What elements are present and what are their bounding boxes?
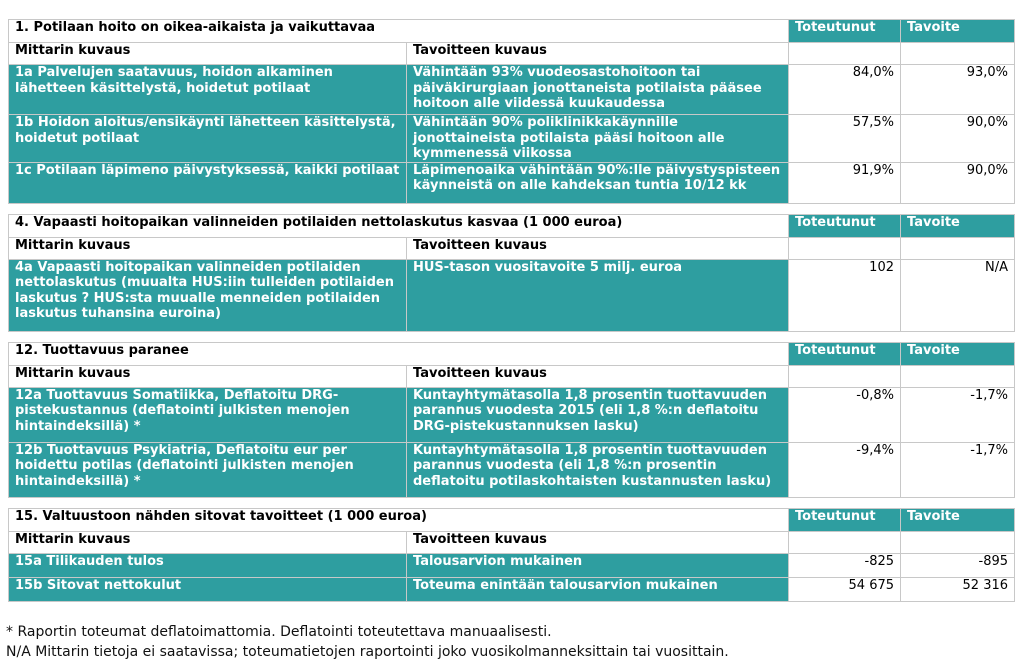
mittari-cell: 4a Vapaasti hoitopaikan valinneiden potilaiden nettolaskutus (muualta HUS:iin tulleiden potilaiden laskutus ? HUS:sta muualle menneiden potilaiden laskutus tuhansina euroina) [9,259,407,331]
section-12-table [8,342,1015,498]
toteutunut-value: 102 [789,259,901,331]
section-header-row [9,20,1015,43]
section-15-table [8,508,1015,602]
table-row [9,577,1015,601]
mittari-cell: 15a Tilikauden tulos [9,553,407,577]
footnotes [6,622,729,662]
toteutunut-value: 84,0% [789,65,901,115]
toteutunut-value: 54 675 [789,577,901,601]
blank-cell [789,43,901,65]
toteutunut-value: 91,9% [789,162,901,203]
section-title: 15. Valtuustoon nähden sitovat tavoitteet (1 000 euroa) [9,508,789,531]
section-title: 12. Tuottavuus paranee [9,342,789,365]
toteutunut-header: Toteutunut [789,342,901,365]
footnote-na: N/A Mittarin tietoja ei saatavissa; toteumatietojen raportointi joko vuosikolmanneksittain tai vuosittain. [6,644,729,660]
toteutunut-header: Toteutunut [789,20,901,43]
mittarin-kuvaus-header: Mittarin kuvaus [9,237,407,259]
tavoite-value: 52 316 [901,577,1015,601]
toteutunut-header: Toteutunut [789,214,901,237]
table-row [9,259,1015,331]
toteutunut-value: -825 [789,553,901,577]
blank-cell [789,365,901,387]
section-header-row [9,342,1015,365]
tavoite-description-cell: HUS-tason vuositavoite 5 milj. euroa [407,259,789,331]
blank-cell [901,43,1015,65]
tavoite-description-cell: Vähintään 93% vuodeosastohoitoon tai päiväkirurgiaan jonottaneista potilaista pääsee hoitoon alle viidessä kuukaudessa [407,65,789,115]
blank-cell [901,365,1015,387]
report-tables [8,19,1014,602]
tavoite-value: N/A [901,259,1015,331]
mittari-cell: 1c Potilaan läpimeno päivystyksessä, kaikki potilaat [9,162,407,203]
column-header-row [9,237,1015,259]
tavoite-value: -1,7% [901,442,1015,497]
tavoitteen-kuvaus-header: Tavoitteen kuvaus [407,365,789,387]
tavoite-value: -895 [901,553,1015,577]
tavoite-value: 93,0% [901,65,1015,115]
mittarin-kuvaus-header: Mittarin kuvaus [9,531,407,553]
table-row [9,65,1015,115]
table-row [9,553,1015,577]
blank-cell [789,531,901,553]
blank-cell [901,237,1015,259]
tavoite-description-cell: Talousarvion mukainen [407,553,789,577]
tavoite-header: Tavoite [901,342,1015,365]
column-header-row [9,365,1015,387]
section-title: 1. Potilaan hoito on oikea-aikaista ja vaikuttavaa [9,20,789,43]
mittari-cell: 1b Hoidon aloitus/ensikäynti lähetteen käsittelystä, hoidetut potilaat [9,115,407,163]
section-4-table [8,214,1015,332]
section-header-row [9,214,1015,237]
tavoite-description-cell: Toteuma enintään talousarvion mukainen [407,577,789,601]
mittarin-kuvaus-header: Mittarin kuvaus [9,43,407,65]
table-row [9,162,1015,203]
tavoite-description-cell: Vähintään 90% poliklinikkakäynnille jonottaineista potilaista pääsi hoitoon alle kymmenessä viikossa [407,115,789,163]
mittarin-kuvaus-header: Mittarin kuvaus [9,365,407,387]
tavoite-description-cell: Kuntayhtymätasolla 1,8 prosentin tuottavuuden parannus vuodesta 2015 (eli 1,8 %:n deflatoitu DRG-pistekustannuksen lasku) [407,387,789,442]
tavoitteen-kuvaus-header: Tavoitteen kuvaus [407,531,789,553]
tavoite-description-cell: Kuntayhtymätasolla 1,8 prosentin tuottavuuden parannus vuodesta (eli 1,8 %:n prosentin deflatoitu potilaskohtaisten kustannusten lasku) [407,442,789,497]
tavoite-header: Tavoite [901,20,1015,43]
mittari-cell: 12b Tuottavuus Psykiatria, Deflatoitu eur per hoidettu potilas (deflatointi julkisten menojen hintaindeksillä) * [9,442,407,497]
tavoite-value: -1,7% [901,387,1015,442]
section-1-table [8,19,1015,204]
column-header-row [9,43,1015,65]
mittari-cell: 12a Tuottavuus Somatiikka, Deflatoitu DRG-pistekustannus (deflatointi julkisten menojen hintaindeksillä) * [9,387,407,442]
mittari-cell: 1a Palvelujen saatavuus, hoidon alkaminen lähetteen käsittelystä, hoidetut potilaat [9,65,407,115]
blank-cell [789,237,901,259]
toteutunut-value: 57,5% [789,115,901,163]
footnote-deflation: * Raportin toteumat deflatoimattomia. Deflatointi toteutettava manuaalisesti. [6,624,552,640]
tavoite-header: Tavoite [901,508,1015,531]
tavoite-description-cell: Läpimenoaika vähintään 90%:lle päivystyspisteen käynneistä on alle kahdeksan tuntia 10/12 kk [407,162,789,203]
toteutunut-header: Toteutunut [789,508,901,531]
tavoite-value: 90,0% [901,162,1015,203]
table-row [9,442,1015,497]
tavoite-header: Tavoite [901,214,1015,237]
table-row [9,115,1015,163]
mittari-cell: 15b Sitovat nettokulut [9,577,407,601]
tavoitteen-kuvaus-header: Tavoitteen kuvaus [407,237,789,259]
section-title: 4. Vapaasti hoitopaikan valinneiden potilaiden nettolaskutus kasvaa (1 000 euroa) [9,214,789,237]
toteutunut-value: -9,4% [789,442,901,497]
section-header-row [9,508,1015,531]
blank-cell [901,531,1015,553]
table-row [9,387,1015,442]
column-header-row [9,531,1015,553]
toteutunut-value: -0,8% [789,387,901,442]
tavoite-value: 90,0% [901,115,1015,163]
tavoitteen-kuvaus-header: Tavoitteen kuvaus [407,43,789,65]
